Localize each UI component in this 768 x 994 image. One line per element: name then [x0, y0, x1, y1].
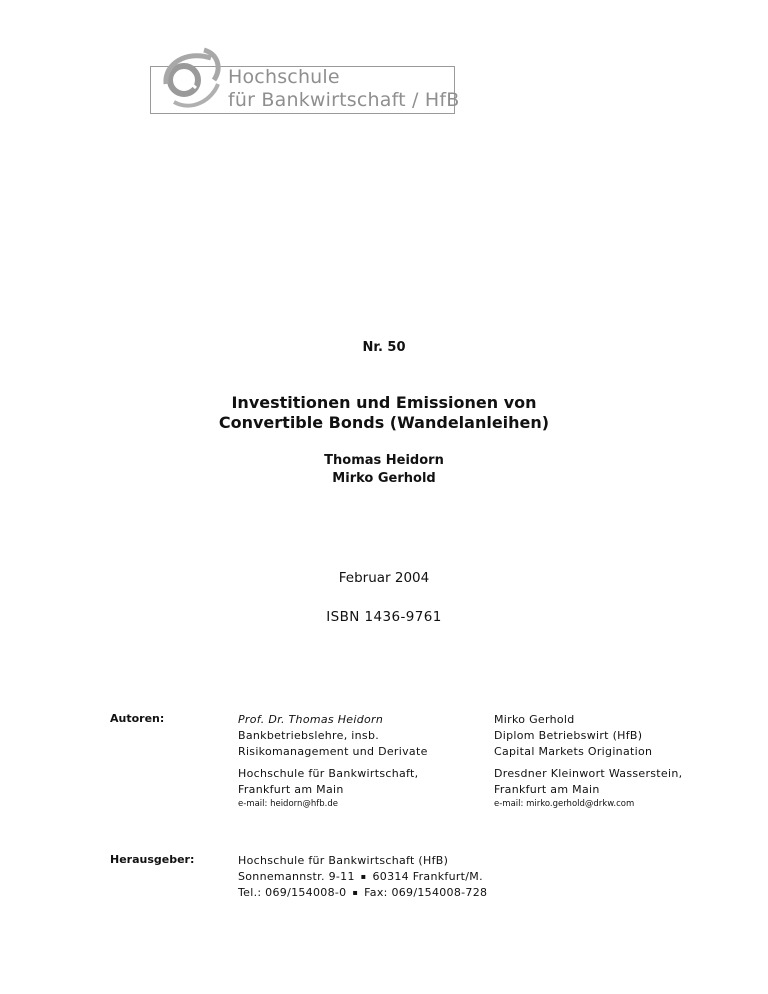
author-b-name: Mirko Gerhold: [494, 713, 575, 726]
publication-date: Februar 2004: [338, 570, 430, 586]
author-a-inst-line2: Frankfurt am Main: [238, 783, 344, 796]
author-a-specialty: Risikomanagement und Derivate: [238, 745, 428, 758]
publisher-address: [238, 869, 487, 885]
author-a-institution: [238, 766, 418, 810]
author-b-details: [494, 712, 652, 760]
author-b-position: Capital Markets Origination: [494, 745, 653, 758]
publisher-tel: Tel.: 069/154008-0: [238, 886, 347, 899]
publisher-street: Sonnemannstr. 9-11: [238, 870, 355, 883]
publisher-city: 60314 Frankfurt/M.: [372, 870, 483, 883]
publisher-details: [238, 853, 487, 901]
logo-text-line1: Hochschule: [228, 66, 340, 88]
isbn: ISBN 1436-9761: [326, 609, 442, 625]
author-a-details: [238, 712, 428, 760]
bullet-separator: ▪: [360, 872, 367, 881]
author-b-degree: Diplom Betriebswirt (HfB): [494, 729, 643, 742]
author-b-inst-line2: Frankfurt am Main: [494, 783, 600, 796]
author-name-1: Thomas Heidorn: [324, 453, 444, 468]
series-number: Nr. 50: [362, 340, 406, 355]
title-line-1: Investitionen und Emissionen von: [231, 393, 537, 412]
author-b-email: e-mail: mirko.gerhold@drkw.com: [494, 799, 635, 809]
publisher-contact: [238, 885, 487, 901]
publisher-name: Hochschule für Bankwirtschaft (HfB): [238, 854, 449, 867]
author-name-2: Mirko Gerhold: [332, 471, 436, 486]
hfb-logo: [150, 44, 458, 116]
authors-label: Autoren:: [110, 712, 165, 725]
author-a-inst-line1: Hochschule für Bankwirtschaft,: [238, 767, 419, 780]
author-b-inst-line1: Dresdner Kleinwort Wasserstein,: [494, 767, 683, 780]
author-a-email: e-mail: heidorn@hfb.de: [238, 799, 338, 809]
bullet-separator: ▪: [352, 888, 359, 897]
author-a-name: Prof. Dr. Thomas Heidorn: [238, 713, 384, 726]
author-a-field: Bankbetriebslehre, insb.: [238, 729, 380, 742]
hfb-emblem-icon: [156, 44, 226, 114]
publisher-label: Herausgeber:: [110, 853, 195, 866]
logo-text-line2: für Bankwirtschaft / HfB: [228, 89, 460, 111]
publisher-fax: Fax: 069/154008-728: [364, 886, 488, 899]
author-b-institution: [494, 766, 682, 810]
title-line-2: Convertible Bonds (Wandelanleihen): [218, 413, 550, 432]
